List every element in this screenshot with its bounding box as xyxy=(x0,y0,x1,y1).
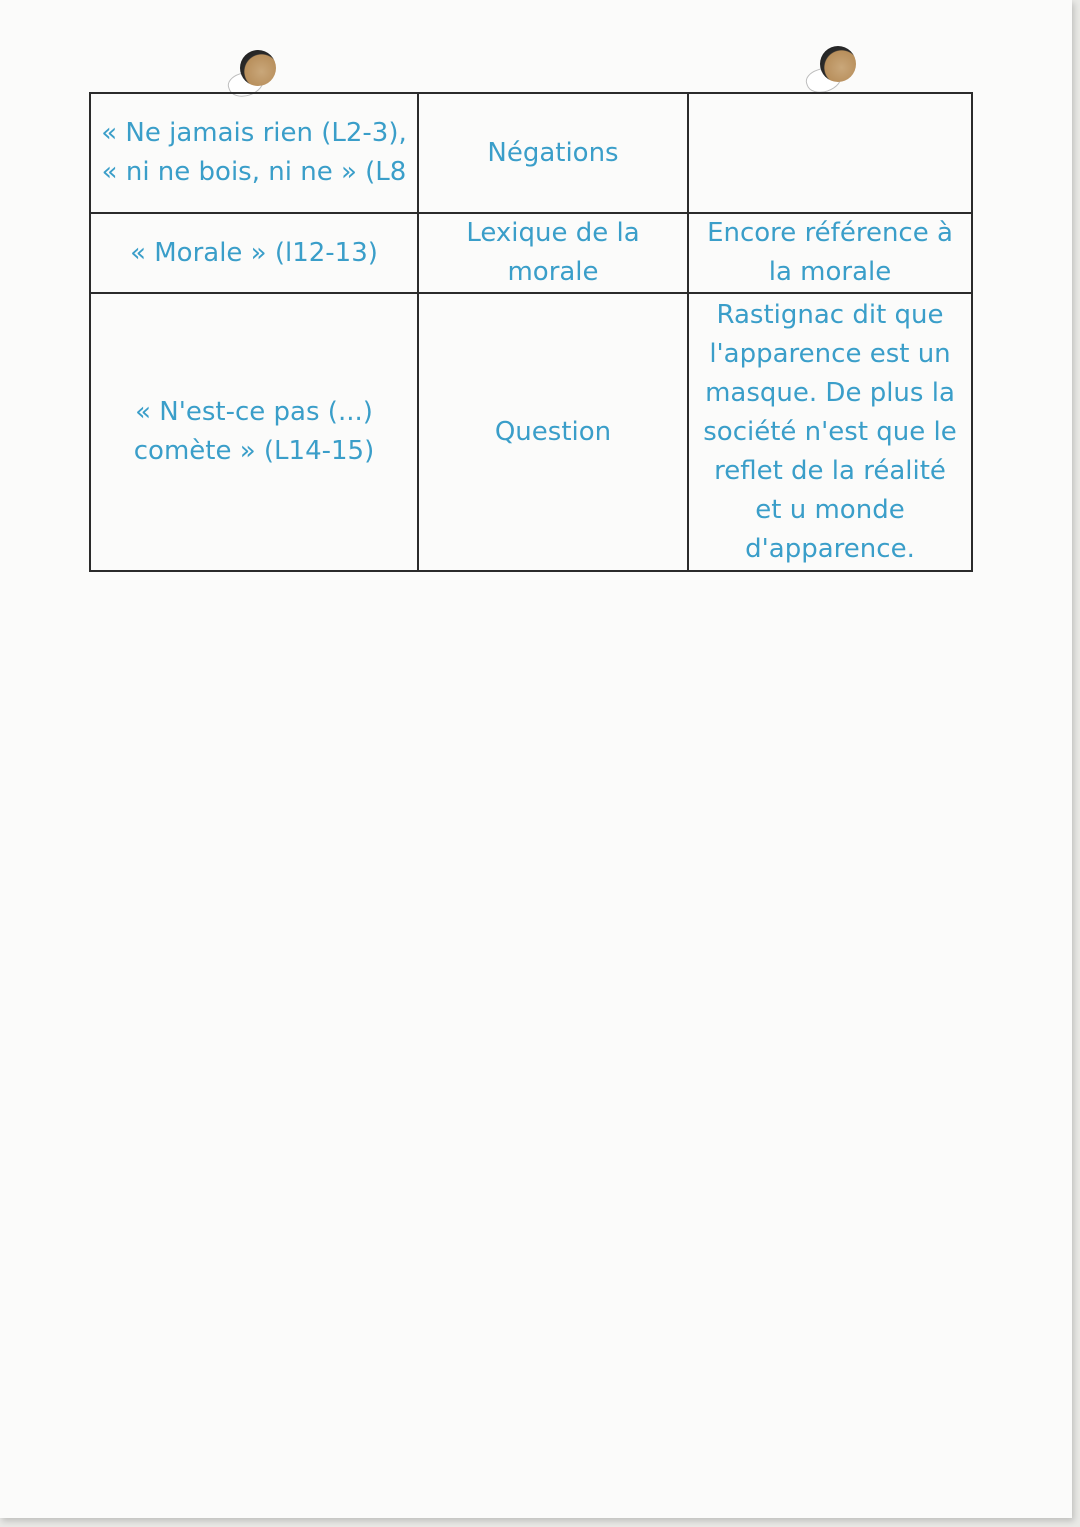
table-row xyxy=(90,293,972,571)
table-row xyxy=(90,93,972,213)
procede-cell: Lexique de la morale xyxy=(418,213,688,293)
analysis-table xyxy=(89,92,973,572)
binder-hole-right xyxy=(820,46,856,82)
citation-cell: « Morale » (l12-13) xyxy=(90,213,418,293)
interpretation-cell: Encore référence à la morale xyxy=(688,213,972,293)
interpretation-cell: Rastignac dit que l'apparence est un masque. De plus la société n'est que le reflet de la réalité et u monde d'apparence. xyxy=(688,293,972,571)
interpretation-cell xyxy=(688,93,972,213)
table-row xyxy=(90,213,972,293)
procede-cell: Question xyxy=(418,293,688,571)
binder-hole-left xyxy=(240,50,276,86)
citation-cell: « Ne jamais rien (L2-3), « ni ne bois, ni ne » (L8 xyxy=(90,93,418,213)
citation-cell: « N'est-ce pas (...) comète » (L14-15) xyxy=(90,293,418,571)
procede-cell: Négations xyxy=(418,93,688,213)
